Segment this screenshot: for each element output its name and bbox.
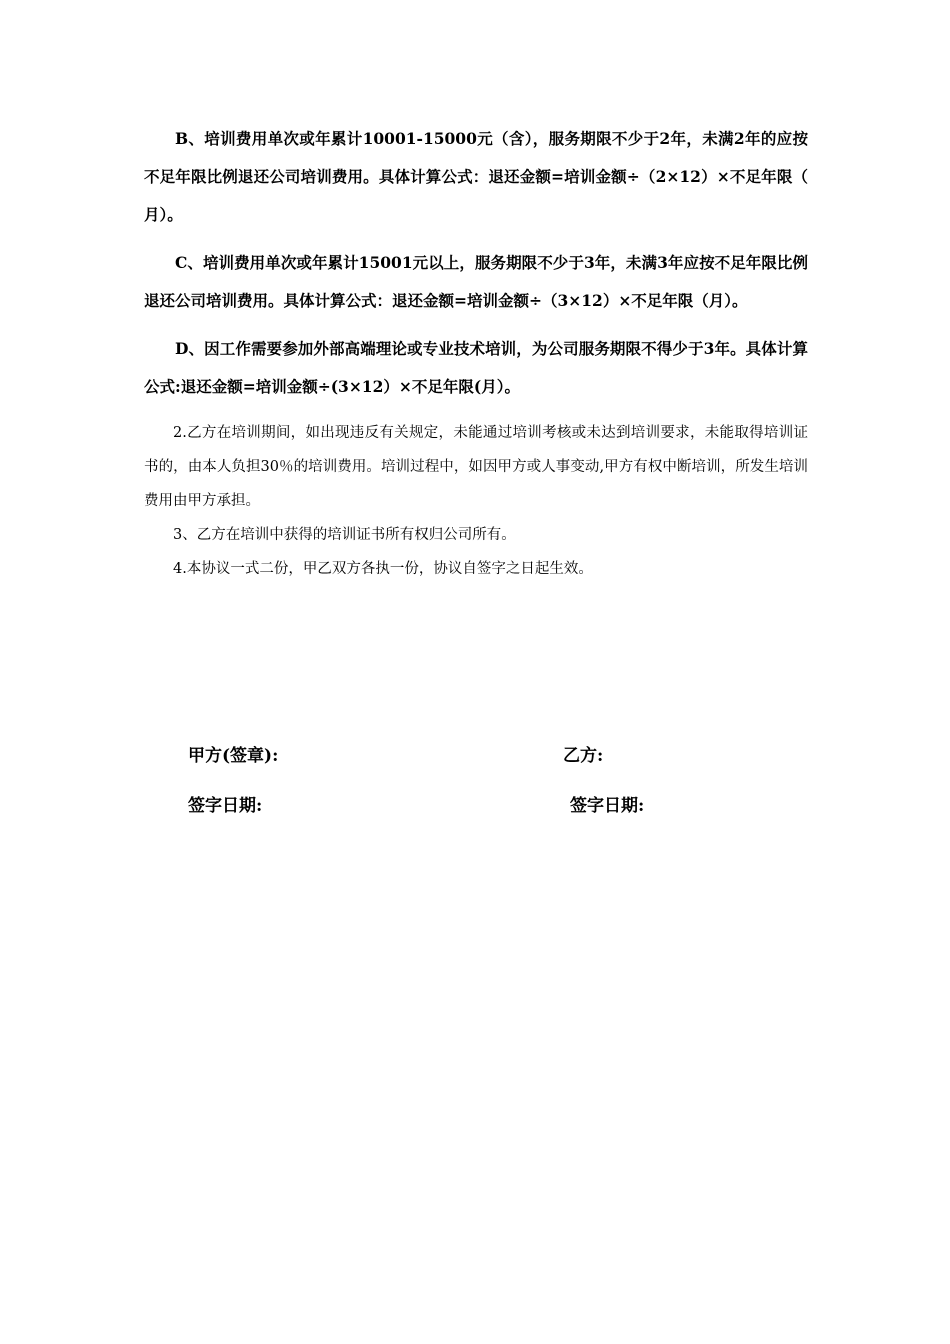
party-a-signature-label: 甲方(签章):: [188, 746, 279, 766]
clause-b: B、培训费用单次或年累计10001-15000元（含），服务期限不少于2年，未满2年的应按不足年限比例退还公司培训费用。具体计算公式：退还金额=培训金额÷（2×12）×不足年限（月）。: [144, 129, 808, 224]
party-a-date-label: 签字日期:: [188, 796, 263, 816]
party-b-signature-label: 乙方:: [563, 746, 604, 766]
party-b-date-label: 签字日期:: [570, 796, 645, 816]
term-4: 4.本协议一式二份，甲乙双方各执一份，协议自签字之日起生效。: [173, 561, 593, 577]
term-2: 2.乙方在培训期间，如出现违反有关规定，未能通过培训考核或未达到培训要求，未能取得培训证书的，由本人负担30％的培训费用。培训过程中，如因甲方或人事变动,甲方有权中断培训，所发生培训费用由甲方承担。: [144, 425, 808, 509]
clause-d: D、因工作需要参加外部高端理论或专业技术培训，为公司服务期限不得少于3年。具体计算公式:退还金额=培训金额÷(3×12）×不足年限(月）。: [144, 339, 808, 396]
term-3: 3、乙方在培训中获得的培训证书所有权归公司所有。: [173, 527, 516, 543]
clause-c: C、培训费用单次或年累计15001元以上，服务期限不少于3年，未满3年应按不足年限比例退还公司培训费用。具体计算公式：退还金额=培训金额÷（3×12）×不足年限（月）。: [144, 253, 808, 310]
agreement-body: [144, 120, 808, 586]
